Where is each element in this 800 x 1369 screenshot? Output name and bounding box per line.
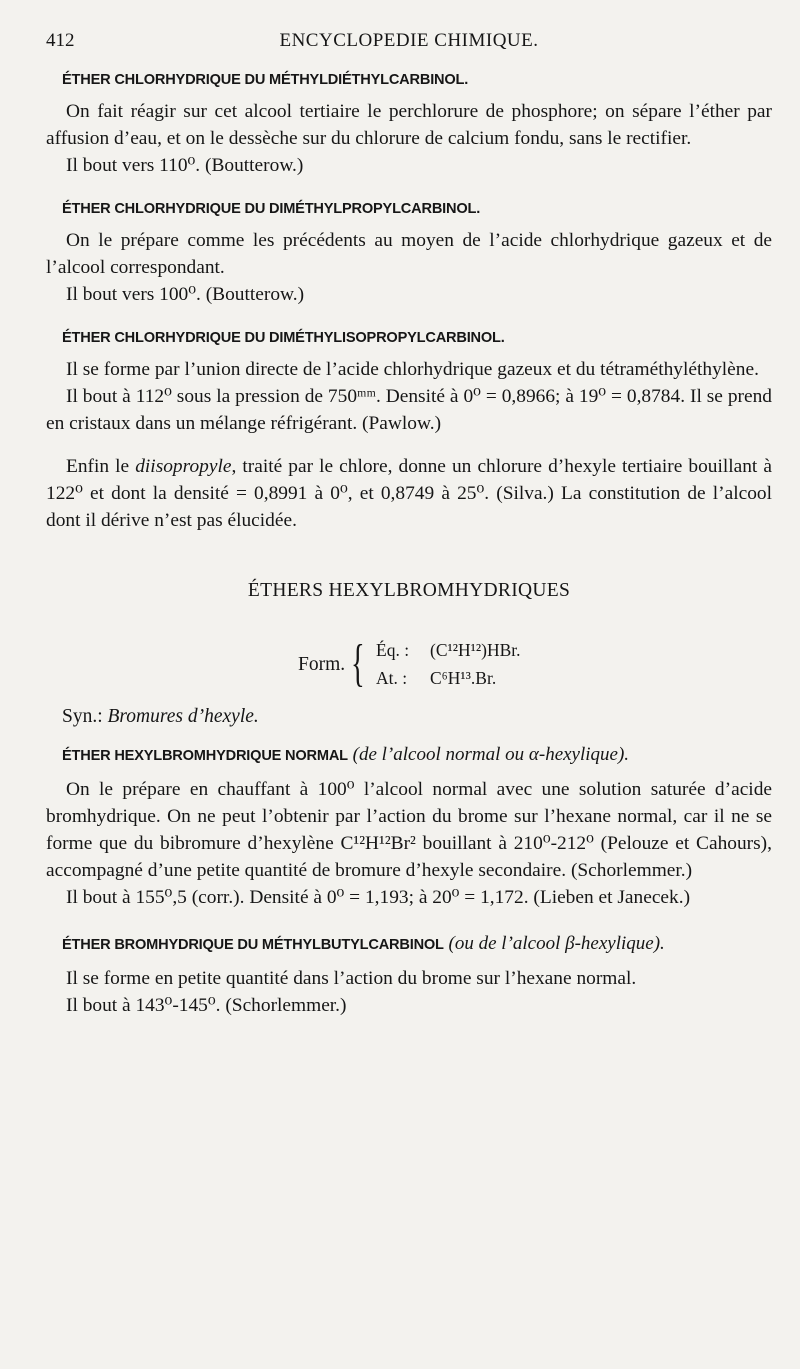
synonym-line xyxy=(62,706,772,728)
heading-text: ÉTHER HEXYLBROMHYDRIQUE NORMAL xyxy=(62,748,348,764)
paragraph: Il bout vers 110⁰. (Boutterow.) xyxy=(66,155,304,176)
section-heading xyxy=(62,744,772,766)
formula-value: (C¹²H¹²)HBr. xyxy=(430,640,521,660)
section-dimethylisopropylcarbinol xyxy=(46,330,772,534)
synonym-label: Syn.: xyxy=(62,706,108,727)
paragraph: Il bout à 143⁰-145⁰. (Schorlemmer.) xyxy=(66,995,347,1016)
section-dimethylpropylcarbinol xyxy=(46,201,772,308)
paragraph: Il bout à 155⁰,5 (corr.). Densité à 0⁰ = 1,193; à 20⁰ = 1,172. (Lieben et Janecek.) xyxy=(66,887,691,908)
paragraph xyxy=(46,453,772,534)
paragraph: Il bout à 112⁰ sous la pression de 750ᵐᵐ. Densité à 0⁰ = 0,8966; à 19⁰ = 0,8784. Il se prend en cristaux dans un mélange réfrigérant. (Pawlow.) xyxy=(46,386,772,434)
formula-key: Éq. : xyxy=(376,640,410,660)
paragraph: On fait réagir sur cet alcool tertiaire le perchlorure de phosphore; on sépare l’éther par affusion d’eau, et on le dessèche sur du chlorure de calcium fondu, sans le rectifier. xyxy=(46,101,772,149)
chapter-title: ÉTHERS HEXYLBROMHYDRIQUES xyxy=(247,580,571,601)
section-heading: ÉTHER CHLORHYDRIQUE DU MÉTHYLDIÉTHYLCARBINOL. xyxy=(62,72,469,88)
formula-value: C⁶H¹³.Br. xyxy=(430,668,497,688)
formula-key: At. : xyxy=(376,668,408,688)
section-hexylbromide-normal xyxy=(46,744,772,911)
paragraph: On le prépare en chauffant à 100⁰ l’alcool normal avec une solution saturée d’acide bromhydrique. On ne peut l’obtenir par l’action du brome sur l’hexane normal, car il ne se forme que du bibromure d’hexylène C¹²H¹²Br² bouillant à 210⁰-212⁰ (Pelouze et Cahours), accompagné d’une petite quantité de bromure d’hexyle secondaire. (Schorlemmer.) xyxy=(46,779,772,881)
formula-block xyxy=(46,635,772,698)
heading-subtitle: (ou de l’alcool β-hexylique). xyxy=(443,933,665,954)
running-head xyxy=(46,30,772,60)
brace: { xyxy=(351,635,365,692)
paragraph: Il se forme par l’union directe de l’acide chlorhydrique gazeux et du tétraméthyléthylène. xyxy=(66,359,759,380)
heading-subtitle: (de l’alcool normal ou α-hexylique). xyxy=(347,744,630,765)
section-heading: ÉTHER CHLORHYDRIQUE DU DIMÉTHYLPROPYLCARBINOL. xyxy=(62,201,481,217)
page xyxy=(46,30,772,1041)
text-run: Enfin le xyxy=(66,456,136,477)
formula-label: Form. xyxy=(298,654,346,675)
section-methyldiethylcarbinol xyxy=(46,72,772,179)
paragraph: Il se forme en petite quantité dans l’action du brome sur l’hexane normal. xyxy=(66,968,637,989)
page-number: 412 xyxy=(46,30,75,51)
heading-text: ÉTHER BROMHYDRIQUE DU MÉTHYLBUTYLCARBINOL xyxy=(62,937,444,953)
paragraph: Il bout vers 100⁰. (Boutterow.) xyxy=(66,284,305,305)
section-methylbutylcarbinol xyxy=(46,933,772,1019)
section-heading: ÉTHER CHLORHYDRIQUE DU DIMÉTHYLISOPROPYLCARBINOL. xyxy=(62,330,505,346)
running-title: ENCYCLOPEDIE CHIMIQUE. xyxy=(279,30,539,51)
section-heading xyxy=(62,933,772,955)
emphasis: diisopropyle xyxy=(135,456,232,477)
paragraph: On le prépare comme les précédents au moyen de l’acide chlorhydrique gazeux et de l’alcool correspondant. xyxy=(46,230,772,278)
formula-row-at xyxy=(376,668,496,689)
synonym-value: Bromures d’hexyle. xyxy=(107,706,259,727)
text-run: , traité par le chlore, donne un chlorure d’hexyle tertiaire bouillant à 122⁰ et dont la densité = 0,8991 à 0⁰, et 0,8749 à 25⁰. (Silva.) La constitution de l’alcool dont il dérive n’est pas élucidée. xyxy=(46,456,772,531)
formula-row-eq xyxy=(376,640,521,661)
